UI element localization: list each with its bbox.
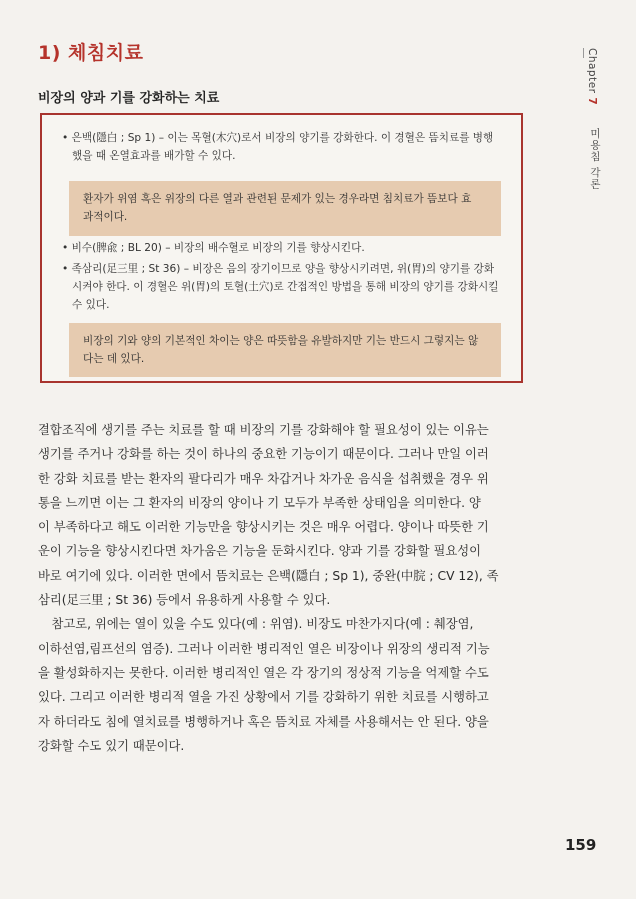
para2-line4: 있다. 그리고 이러한 병리적 열을 가진 상황에서 기를 강화하기 위한 치료를 시행하고 <box>38 690 489 705</box>
bullet-eunbaek-line1: • 은백(隱白 ; Sp 1) – 이는 목혈(木穴)로서 비장의 양기를 강화한다. 이 경혈은 뜸치료를 병행 <box>62 132 494 144</box>
section-title: 1) 체침치료 <box>38 42 144 64</box>
bullet-joksamni-line1: • 족삼리(足三里 ; St 36) – 비장은 음의 장기이므로 양을 향상시키려면, 위(胃)의 양기를 강화 <box>62 263 495 275</box>
acupoint-info-box <box>40 113 523 383</box>
para2-line3: 을 활성화하지는 못한다. 이러한 병리적인 열은 각 장기의 정상적 기능을 억제할 수도 <box>38 665 489 680</box>
paragraph-2 <box>38 612 558 758</box>
chapter-number: 7 <box>586 97 598 106</box>
bullet-joksamni-line3: 수 있다. <box>72 299 110 311</box>
paragraph-1 <box>38 418 558 612</box>
para1-line5: 이 부족하다고 해도 이러한 기능만을 향상시키는 것은 매우 어렵다. 양이나 따뜻한 기 <box>38 520 489 535</box>
bullet-bisu <box>62 239 517 257</box>
para1-line8: 삼리(足三里 ; St 36) 등에서 유용하게 사용할 수 있다. <box>38 593 331 608</box>
bullet-bisu-line1: • 비수(脾兪 ; BL 20) – 비장의 배수혈로 비장의 기를 향상시킨다. <box>62 242 365 254</box>
chapter-tab <box>586 48 598 105</box>
note-qi-yang-line2: 다는 데 있다. <box>83 353 145 365</box>
note-qi-yang <box>69 323 501 377</box>
bullet-joksamni <box>62 260 517 314</box>
note-gastritis-line1: 환자가 위염 혹은 위장의 다른 열과 관련된 문제가 있는 경우라면 침치료가 뜸보다 효 <box>83 193 472 205</box>
para1-line2: 생기를 주거나 강화를 하는 것이 하나의 중요한 기능이기 때문이다. 그러나 만일 이러 <box>38 447 489 462</box>
para1-line7: 바로 여기에 있다. 이러한 면에서 뜸치료는 은백(隱白 ; Sp 1), 중완(中脘 ; CV 12), 족 <box>38 568 499 583</box>
chapter-divider <box>583 48 584 58</box>
page-number: 159 <box>565 836 597 854</box>
chapter-side-title: 미용침 각론 <box>589 128 601 190</box>
para2-line2: 이하선염,림프선의 염증). 그러나 이러한 병리적인 열은 비장이나 위장의 생리적 기능 <box>38 641 490 656</box>
bullet-eunbaek <box>62 129 517 165</box>
para2-line1: 참고로, 위에는 열이 있을 수도 있다(예 : 위염). 비장도 마찬가지다(예 : 췌장염, <box>51 617 474 632</box>
note-gastritis-line2: 과적이다. <box>83 211 128 223</box>
note-qi-yang-line1: 비장의 기와 양의 기본적인 차이는 양은 따뜻함을 유발하지만 기는 반드시 그렇지는 않 <box>83 335 479 347</box>
bullet-eunbaek-line2: 했을 때 온열효과를 배가할 수 있다. <box>72 150 236 162</box>
para1-line4: 통을 느끼면 이는 그 환자의 비장의 양이나 기 모두가 부족한 상태임을 의미한다. 양 <box>38 495 481 510</box>
body-text <box>38 418 558 758</box>
para1-line6: 운이 기능을 향상시킨다면 차가움은 기능을 둔화시킨다. 양과 기를 강화할 필요성이 <box>38 544 481 559</box>
para1-line1: 결합조직에 생기를 주는 치료를 할 때 비장의 기를 강화해야 할 필요성이 있는 이유는 <box>38 423 489 437</box>
bullet-joksamni-line2: 시켜야 한다. 이 경혈은 위(胃)의 토혈(土穴)로 간접적인 방법을 통해 비장의 양기를 강화시킬 <box>72 281 499 293</box>
subheading: 비장의 양과 기를 강화하는 치료 <box>38 91 220 106</box>
para1-line3: 한 강화 치료를 받는 환자의 팔다리가 매우 차갑거나 차가운 음식을 섭취했을 경우 위 <box>38 471 489 486</box>
para2-line6: 강화할 수도 있기 때문이다. <box>38 738 185 753</box>
note-gastritis <box>69 181 501 236</box>
para2-line5: 자 하더라도 침에 열치료를 병행하거나 혹은 뜸치료 자체를 사용해서는 안 된다. 양을 <box>38 714 489 729</box>
chapter-label: Chapter <box>586 48 598 94</box>
